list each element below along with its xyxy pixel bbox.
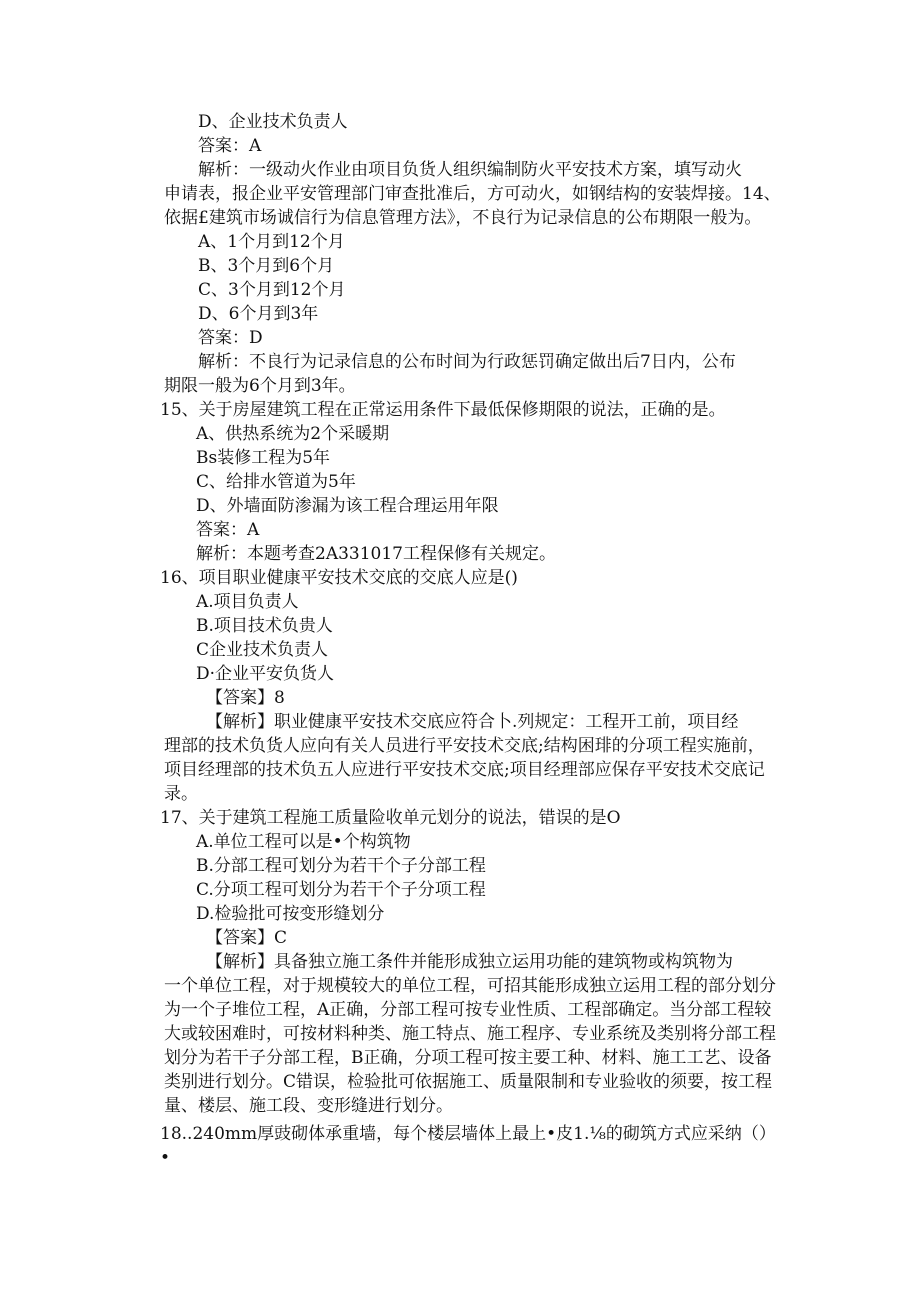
option-c-q15: C、给排水管道为5年	[196, 472, 356, 492]
analysis-q17-line4: 大或较困难时，可按材料种类、施工特点、施工程序、专业系统及类别将分部工程	[164, 1024, 776, 1044]
option-c-q17: C.分项工程可划分为若干个子分项工程	[196, 880, 486, 900]
analysis-q13-line2: 申请表，报企业平安管理部门审查批准后，方可动火，如钢结构的安装焊接。14、	[164, 184, 781, 204]
option-a-q14: A、1个月到12个月	[198, 232, 345, 252]
analysis-q16-line2: 理部的技术负货人应向有关人员进行平安技术交底;结构困琲的分项工程实施前，	[164, 736, 765, 756]
analysis-q15: 解析：本题考查2A331017工程保修有关规定。	[196, 544, 556, 564]
option-b-q14: B、3个月到6个月	[198, 256, 335, 276]
bullet-mark: •	[160, 1148, 171, 1168]
analysis-q13-line1: 解析：一级动火作业由项目负货人组织编制防火平安技术方案，填写动火	[198, 160, 742, 180]
answer-q16: 【答案】8	[206, 688, 285, 708]
answer-q17: 【答案】C	[206, 928, 288, 948]
option-a-q16: A.项目负责人	[196, 592, 299, 612]
question-14-text: 依据£建筑市场诚信行为信息管理方法》，不良行为记录信息的公布期限一般为。	[164, 208, 762, 228]
question-17: 17、关于建筑工程施工质量险收单元划分的说法，错误的是O	[160, 808, 621, 828]
option-d-q13: D、企业技术负责人	[198, 112, 348, 132]
option-a-q15: A、供热系统为2个采暖期	[196, 424, 390, 444]
option-d-q14: D、6个月到3年	[198, 304, 319, 324]
analysis-q14-line1: 解析：不良行为记录信息的公布时间为行政惩罚确定做出后7日内，公布	[198, 352, 736, 372]
answer-q14: 答案：D	[198, 328, 263, 348]
analysis-q17-line6: 类别进行划分。C错误，检验批可依据施工、质量限制和专业验收的须要，按工程	[164, 1072, 773, 1092]
option-a-q17: A.单位工程可以是•个构筑物	[196, 832, 411, 852]
option-c-q16: C企业技术负责人	[196, 640, 329, 660]
option-b-q16: B.项目技术负贵人	[196, 616, 333, 636]
analysis-q17-line2: 一个单位工程，对于规模较大的单位工程，可招其能形成独立运用工程的部分划分	[164, 976, 776, 996]
answer-q15: 答案：A	[196, 520, 260, 540]
option-b-q17: B.分部工程可划分为若干个子分部工程	[196, 856, 486, 876]
analysis-q16-line3: 项目经理部的技术负五人应进行平安技术交底;项目经理部应保存平安技术交底记	[164, 760, 765, 780]
analysis-q17-line3: 为一个子堆位工程，A正确，分部工程可按专业性质、工程部确定。当分部工程较	[164, 1000, 772, 1020]
question-16: 16、项目职业健康平安技术交底的交底人应是()	[160, 568, 518, 588]
analysis-q17-line5: 划分为若干子分部工程，B正确，分项工程可按主要工种、材料、施工工艺、设备	[164, 1048, 772, 1068]
analysis-q17-line7: 量、楼层、施工段、变形缝进行划分。	[164, 1096, 453, 1116]
option-d-q15: D、外墙面防渗漏为该工程合理运用年限	[196, 496, 499, 516]
analysis-q16-line4: 录。	[164, 784, 198, 804]
analysis-q17-line1: 【解析】具备独立施工条件并能形成独立运用功能的建筑物或构筑物为	[206, 952, 733, 972]
option-b-q15: Bs装修工程为5年	[196, 448, 331, 468]
option-c-q14: C、3个月到12个月	[198, 280, 346, 300]
option-d-q16: D·企业平安负货人	[196, 664, 335, 684]
analysis-q16-line1: 【解析】职业健康平安技术交底应符合卜.列规定：工程开工前，项目经	[206, 712, 739, 732]
analysis-q14-line2: 期限一般为6个月到3年。	[164, 376, 356, 396]
answer-q13: 答案：A	[198, 136, 262, 156]
question-15: 15、关于房屋建筑工程在正常运用条件下最低保修期限的说法，正确的是。	[160, 400, 726, 420]
question-18: 18..240mm厚豉砌体承重墙，每个楼层墙体上最上•皮1.⅛的砌筑方式应采纳（）	[160, 1124, 776, 1144]
option-d-q17: D.检验批可按变形缝划分	[196, 904, 385, 924]
